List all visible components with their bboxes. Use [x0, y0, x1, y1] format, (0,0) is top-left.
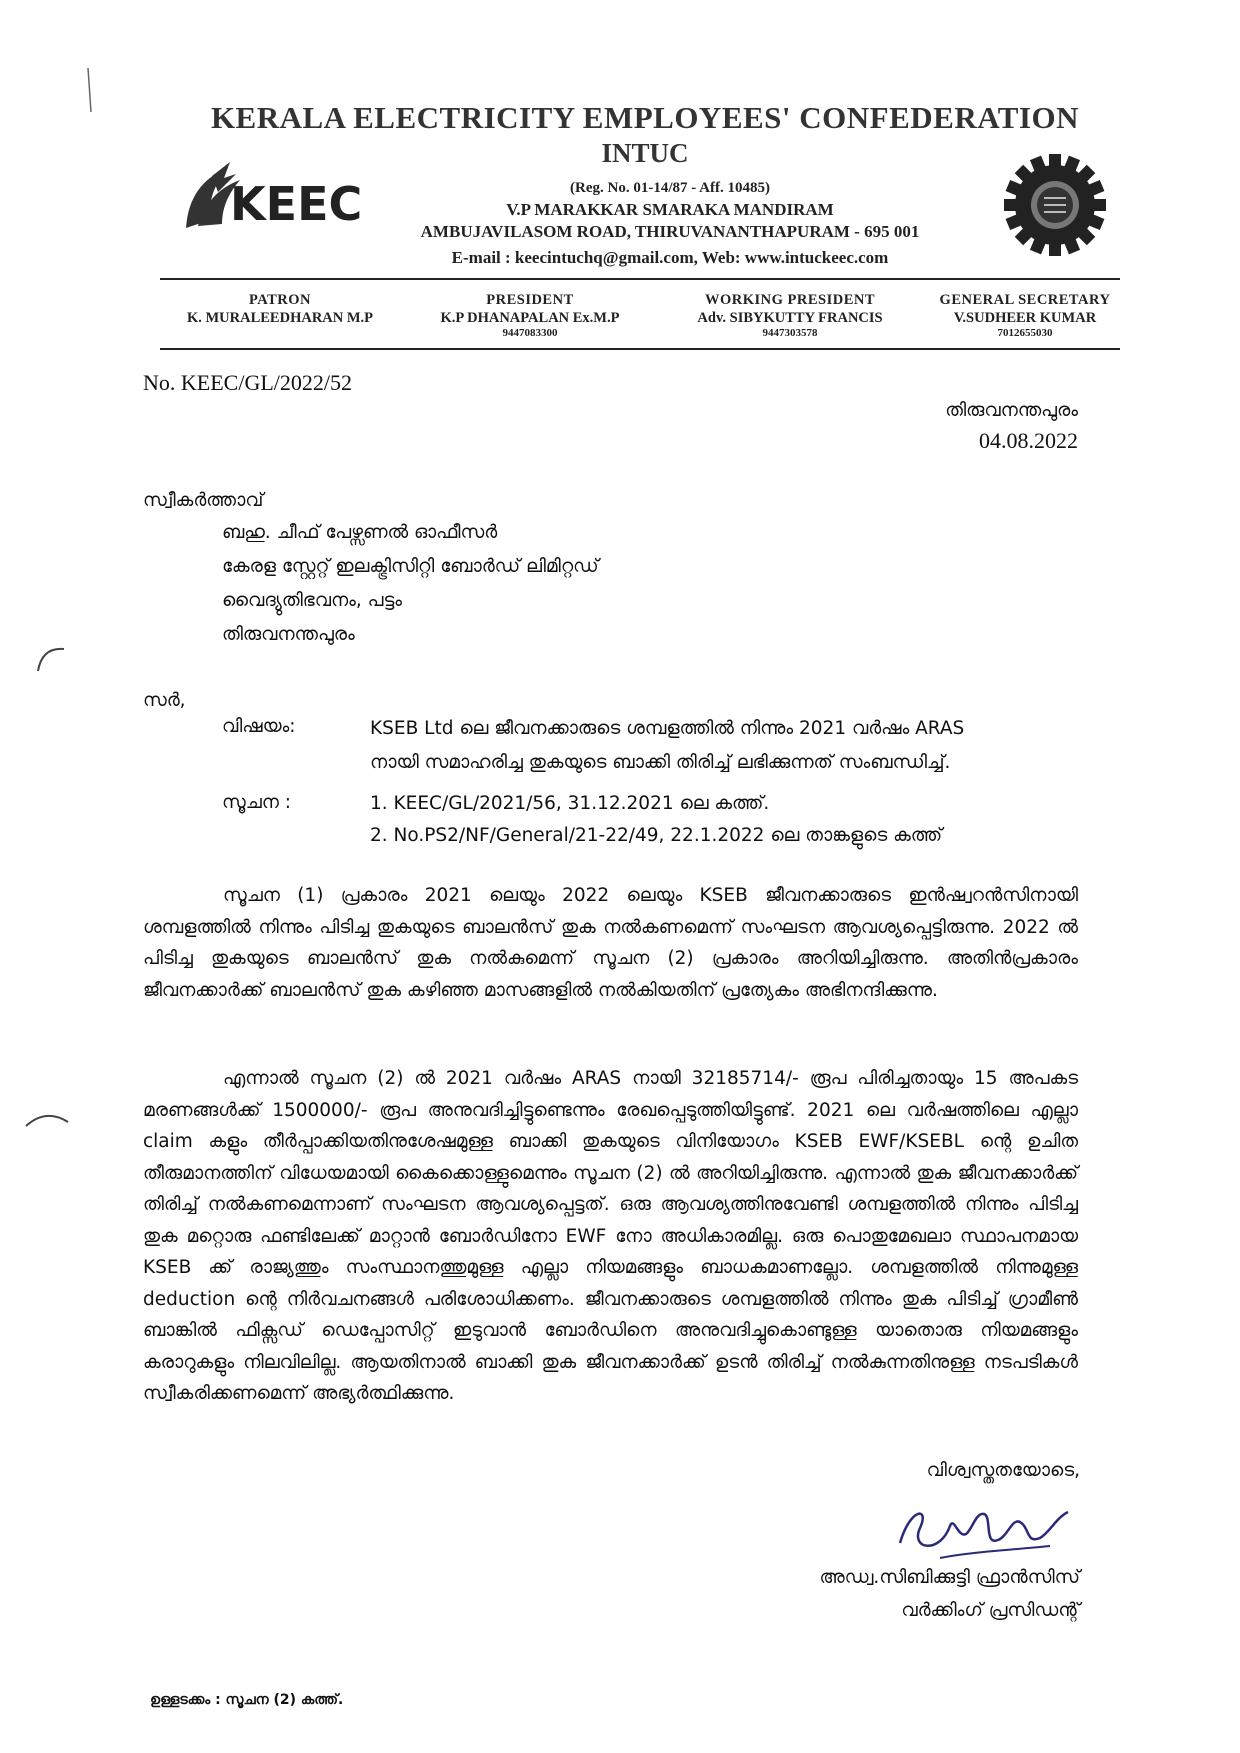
- signatory-name: അഡ്വ.സിബിക്കുട്ടി ഫ്രാൻസിസ്: [819, 1567, 1080, 1588]
- office-bearer-name: V.SUDHEER KUMAR: [953, 310, 1097, 326]
- reference-item: 1. KEEC/GL/2021/56, 31.12.2021 ലെ കത്ത്.: [370, 793, 770, 814]
- subject-text: [370, 712, 1080, 780]
- organization-name: KERALA ELECTRICITY EMPLOYEES' CONFEDERATION: [210, 100, 1080, 135]
- references-label: സൂചന :: [222, 792, 292, 813]
- header-divider: [160, 278, 1120, 280]
- subject-line: നായി സമാഹരിച്ച തുകയുടെ ബാക്കി തിരിച്ച് ലഭിക്കുന്നത് സംബന്ധിച്ച്.: [370, 752, 951, 773]
- office-bearer-phone: 9447083300: [502, 327, 558, 339]
- body-paragraph-1: സൂചന (1) പ്രകാരം 2021 ലെയും 2022 ലെയും KSEB ജീവനക്കാരുടെ ഇൻഷ്വറൻസിനായി ശമ്പളത്തിൽ നിന്നും പിടിച്ച തുകയുടെ ബാലൻസ് തുക നൽകണമെന്ന് സംഘടന ആവശ്യപ്പെട്ടിരുന്നു. 2022 ൽ പിടിച്ച തുകയുടെ ബാലൻസ് തുക നൽകുമെന്ന് സൂചന (2) പ്രകാരം അറിയിച്ചിരുന്നു. അതിൻപ്രകാരം ജീവനക്കാർക്ക് ബാലൻസ് തുക കഴിഞ്ഞ മാസങ്ങളിൽ നൽകിയതിന് പ്രത്യേകം അഭിനന്ദിക്കുന്നു.: [143, 885, 1078, 1001]
- office-bearers-divider: [160, 348, 1120, 350]
- office-bearer-working-president: [665, 292, 915, 339]
- punch-hole-mark: [22, 1106, 72, 1130]
- punch-hole-mark: [30, 645, 70, 675]
- place: തിരുവനന്തപുരം: [945, 400, 1078, 421]
- office-bearer-role: PRESIDENT: [486, 292, 574, 308]
- office-bearer-president: [405, 292, 655, 339]
- recipient-line: കേരള സ്റ്റേറ്റ് ഇലക്ട്രിസിറ്റി ബോർഡ് ലിമിറ്റഡ്: [222, 556, 599, 577]
- signatory-designation: വർക്കിംഗ് പ്രസിഡന്റ്: [901, 1600, 1080, 1621]
- reference-number: No. KEEC/GL/2022/52: [143, 370, 352, 395]
- office-bearer-role: GENERAL SECRETARY: [939, 292, 1111, 308]
- office-bearer-name: K.P DHANAPALAN Ex.M.P: [440, 310, 620, 326]
- svg-text:KEEC: KEEC: [230, 177, 363, 231]
- recipient-line: വൈദ്യുതിഭവനം, പട്ടം: [222, 590, 403, 611]
- recipient-label: സ്വീകർത്താവ്: [143, 490, 264, 511]
- enclosure-note: ഉള്ളടക്കം : സൂചന (2) കത്ത്.: [150, 1692, 344, 1708]
- recipient-line: ബഹു. ചീഫ് പേഴ്സണൽ ഓഫീസർ: [222, 522, 498, 543]
- salutation: സർ,: [143, 690, 186, 711]
- reference-item: 2. No.PS2/NF/General/21-22/49, 22.1.2022 ലെ താങ്കളുടെ കത്ത്: [370, 825, 943, 846]
- office-bearer-name: Adv. SIBYKUTTY FRANCIS: [697, 310, 883, 326]
- organization-affiliation: INTUC: [601, 138, 689, 168]
- subject-line: KSEB Ltd ലെ ജീവനക്കാരുടെ ശമ്പളത്തിൽ നിന്നും 2021 വർഷം ARAS: [370, 718, 965, 739]
- office-bearer-phone: 7012655030: [997, 327, 1053, 339]
- office-bearer-role: WORKING PRESIDENT: [704, 292, 876, 308]
- subject-label: വിഷയം:: [222, 716, 296, 737]
- contact-line: E-mail : keecintuchq@gmail.com, Web: www.intuckeec.com: [451, 248, 889, 267]
- body-paragraph-2: എന്നാൽ സൂചന (2) ൽ 2021 വർഷം ARAS നായി 32185714/- രൂപ പിരിച്ചതായും 15 അപകട മരണങ്ങൾക്ക് 1500000/- രൂപ അനുവദിച്ചിട്ടുണ്ടെന്നും രേഖപ്പെടുത്തിയിട്ടുണ്ട്. 2021 ലെ വർഷത്തിലെ എല്ലാ claim കളും തീർപ്പാക്കിയതിനുശേഷമുള്ള ബാക്കി തുകയുടെ വിനിയോഗം KSEB EWF/KSEBL ന്റെ ഉചിത തീരുമാനത്തിന് വിധേയമായി കൈക്കൊള്ളുമെന്നും സൂചന (2) ൽ അറിയിച്ചിരുന്നു. എന്നാൽ തുക ജീവനക്കാർക്ക് തിരിച്ച് നൽകണമെന്നാണ് സംഘടന ആവശ്യപ്പെട്ടത്. ഒരു ആവശ്യത്തിനുവേണ്ടി ശമ്പളത്തിൽ നിന്നും പിടിച്ച തുക മറ്റൊരു ഫണ്ടിലേക്ക് മാറ്റാൻ ബോർഡിനോ EWF നോ അധികാരമില്ല. ഒരു പൊതുമേഖലാ സ്ഥാപനമായ KSEB ക്ക് രാജ്യത്തും സംസ്ഥാനത്തുമുള്ള എല്ലാ നിയമങ്ങളും ബാധകമാണല്ലോ. ശമ്പളത്തിൽ നിന്നുമുള്ള deduction ന്റെ നിർവചനങ്ങൾ പരിശോധിക്കണം. ജീവനക്കാരുടെ ശമ്പളത്തിൽ നിന്നും തുക പിടിച്ച് ഗ്രാമീൺ ബാങ്കിൽ ഫിക്സഡ് ഡെപ്പോസിറ്റ് ഇടുവാൻ ബോർഡിനെ അനുവദിച്ചുകൊണ്ടുള്ള യാതൊരു നിയമങ്ങളും കരാറുകളും നിലവിലില്ല. ആയതിനാൽ ബാക്കി തുക ജീവനക്കാർക്ക് ഉടൻ തിരിച്ച് നൽകുന്നതിനുള്ള നടപടികൾ സ്വീകരിക്കണമെന്ന് അഭ്യർത്ഥിക്കുന്നു.: [143, 1068, 1078, 1404]
- closing-phrase: വിശ്വസ്തതയോടെ,: [926, 1460, 1080, 1481]
- address-line-1: V.P MARAKKAR SMARAKA MANDIRAM: [506, 200, 834, 219]
- letter-date: 04.08.2022: [979, 428, 1078, 453]
- office-bearer-role: PATRON: [248, 292, 312, 308]
- address-line-2: AMBUJAVILASOM ROAD, THIRUVANANTHAPURAM - 695 001: [420, 222, 920, 241]
- office-bearer-patron: [165, 292, 395, 327]
- references-list: [370, 788, 1080, 852]
- office-bearer-name: K. MURALEEDHARAN M.P: [186, 310, 374, 326]
- handwritten-signature: [880, 1488, 1080, 1568]
- recipient-line: തിരുവനന്തപുരം: [222, 624, 355, 645]
- scan-mark: [86, 66, 94, 116]
- registration-number: (Reg. No. 01-14/87 - Aff. 10485): [570, 180, 770, 196]
- office-bearer-phone: 9447303578: [762, 327, 818, 339]
- office-bearer-general-secretary: [920, 292, 1130, 339]
